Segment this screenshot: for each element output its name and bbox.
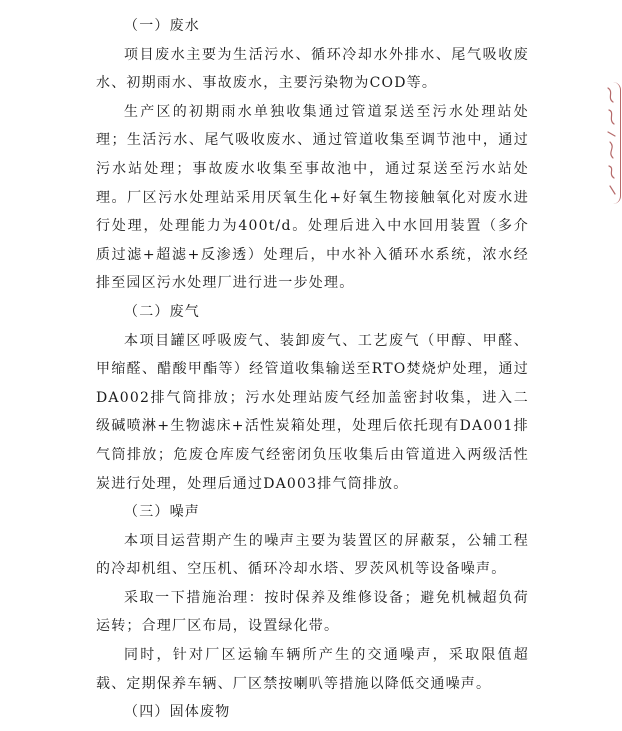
section-heading-exhaust-gas: （二）废气 bbox=[124, 303, 200, 320]
paragraph-wastewater-treatment: 生产区的初期雨水单独收集通过管道泵送至污水处理站处理；生活污水、尾气吸收废水、通过管道收集至调节池中，通过污水站处理；事故废水收集至事故池中，通过泵送至污水站处理。厂区污水处理站采用厌氧生化+好氧生物接触氧化对废水进行处理，处理能力为400t/d。处理后进入中水回用装置（多介质过滤+超滤+反渗透）处理后，中水补入循环水系统，浓水经排至园区污水处理厂进行进一步处理。 bbox=[96, 103, 529, 292]
seal-scribble-icon bbox=[604, 82, 620, 204]
paragraph-traffic-noise: 同时，针对厂区运输车辆所产生的交通噪声，采取限值超载、定期保养车辆、厂区禁按喇叭等措施以降低交通噪声。 bbox=[96, 647, 529, 692]
paragraph-wastewater-overview: 项目废水主要为生活污水、循环冷却水外排水、尾气吸收废水、初期雨水、事故废水，主要污染物为COD等。 bbox=[96, 46, 529, 92]
document-page bbox=[96, 12, 529, 727]
paragraph-exhaust-gas-treatment: 本项目罐区呼吸废气、装卸废气、工艺废气（甲醇、甲醛、甲缩醛、醋酸甲酯等）经管道收集输送至RTO焚烧炉处理，通过DA002排气筒排放；污水处理站废气经加盖密封收集，进入二级碱喷淋+生物滤床+活性炭箱处理，处理后依托现有DA001排气筒排放；危废仓库废气经密闭负压收集后由管道进入两级活性炭进行处理，处理后通过DA003排气筒排放。 bbox=[96, 332, 529, 492]
paragraph-noise-sources: 本项目运营期产生的噪声主要为装置区的屏蔽泵，公辅工程的冷却机组、空压机、循环冷却水塔、罗茨风机等设备噪声。 bbox=[96, 532, 529, 578]
section-heading-noise: （三）噪声 bbox=[124, 504, 200, 521]
paragraph-noise-measures: 采取一下措施治理：按时保养及维修设备；避免机械超负荷运转；合理厂区布局，设置绿化带。 bbox=[96, 589, 529, 635]
section-heading-wastewater: （一）废水 bbox=[124, 18, 200, 34]
side-seal-mark bbox=[604, 82, 621, 204]
section-heading-solid-waste: （四）固体废物 bbox=[124, 704, 231, 721]
